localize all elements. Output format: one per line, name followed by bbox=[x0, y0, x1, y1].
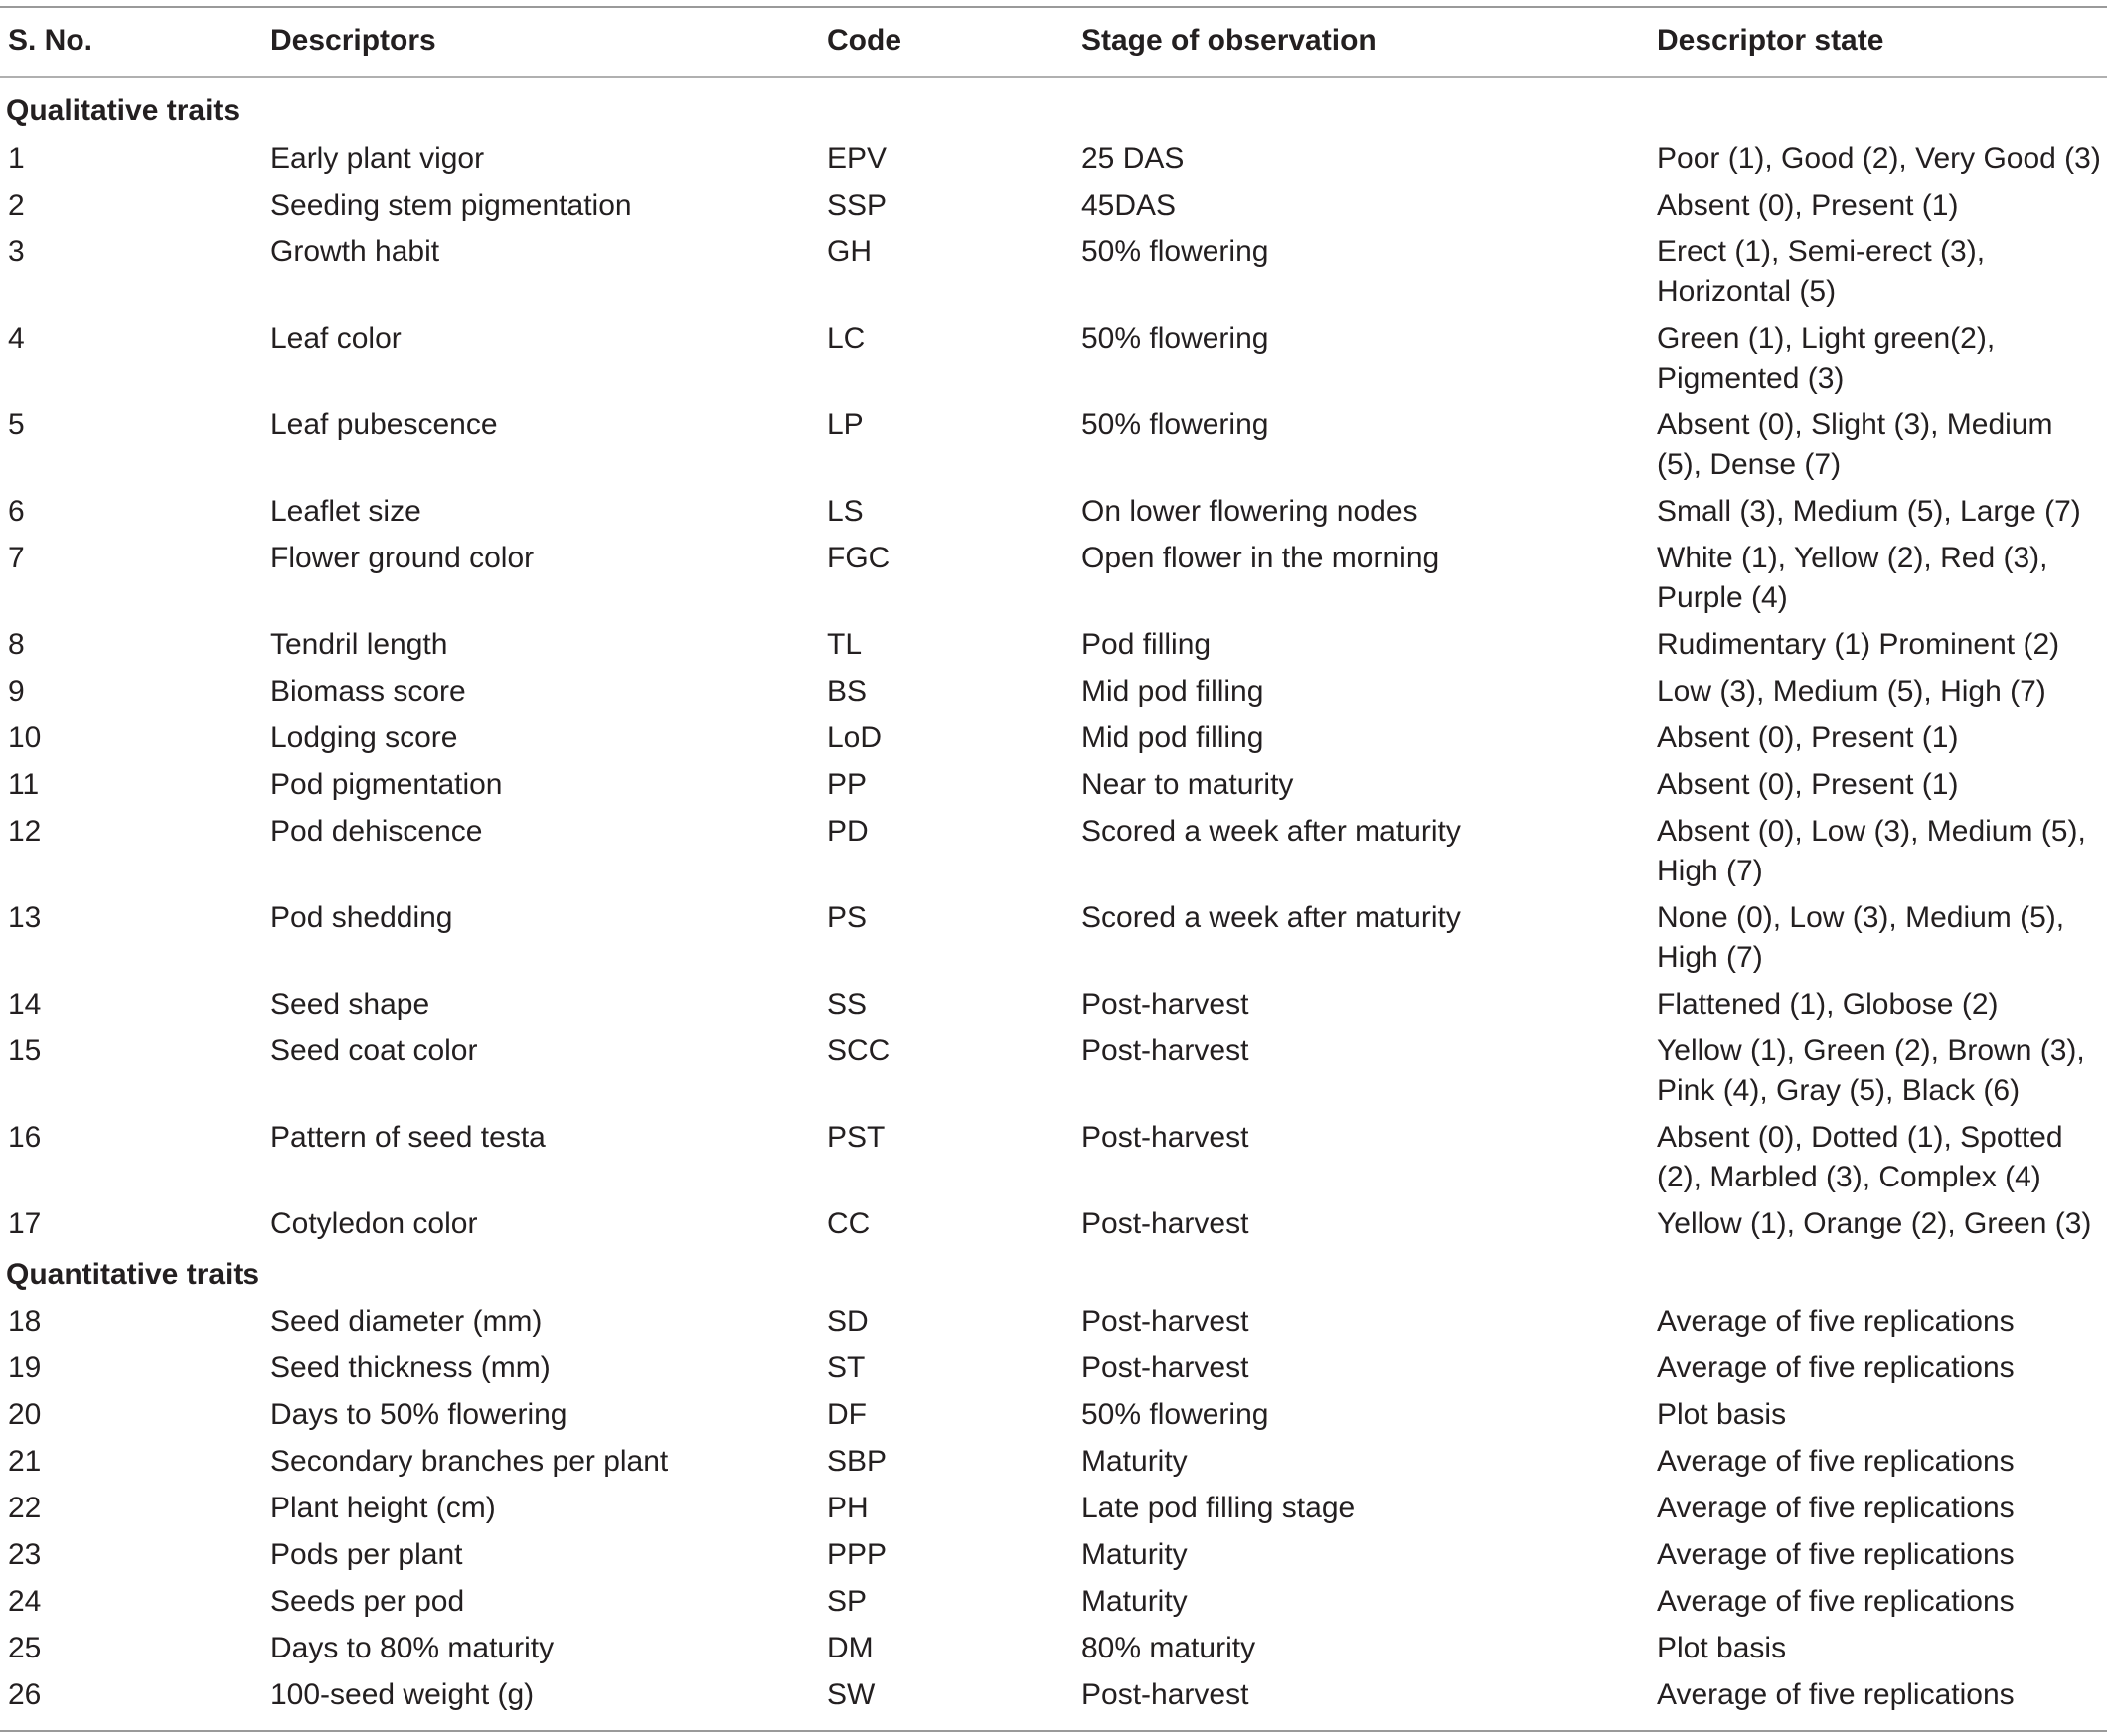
section-heading: Quantitative traits bbox=[6, 1258, 260, 1291]
code-cell: PS bbox=[827, 901, 868, 934]
code-cell: EPV bbox=[827, 142, 888, 175]
code-cell: LC bbox=[827, 322, 866, 355]
descriptor-state-cell: Poor (1), Good (2), Very Good (3) bbox=[1657, 142, 2101, 175]
s-no-cell: 6 bbox=[8, 495, 25, 528]
s-no-cell: 11 bbox=[8, 768, 40, 801]
s-no-cell: 12 bbox=[8, 815, 42, 848]
table-top-rule bbox=[0, 6, 2107, 8]
code-cell: LoD bbox=[827, 721, 883, 754]
descriptor-cell: Early plant vigor bbox=[270, 142, 485, 175]
descriptor-state-cell: Plot basis bbox=[1657, 1398, 1787, 1431]
code-cell: TL bbox=[827, 628, 863, 661]
stage-cell: Near to maturity bbox=[1081, 768, 1294, 801]
s-no-cell: 19 bbox=[8, 1351, 42, 1384]
header-s-no: S. No. bbox=[8, 24, 93, 57]
descriptor-cell: Seed coat color bbox=[270, 1034, 478, 1067]
descriptor-cell: Pods per plant bbox=[270, 1538, 463, 1571]
descriptor-state-cell: Absent (0), Low (3), Medium (5), High (7) bbox=[1657, 815, 2086, 887]
descriptor-state-cell: Average of five replications bbox=[1657, 1445, 2015, 1478]
descriptor-cell: Leaf pubescence bbox=[270, 408, 498, 441]
descriptor-state-cell: White (1), Yellow (2), Red (3), Purple (4) bbox=[1657, 542, 2048, 614]
descriptor-cell: Seed shape bbox=[270, 988, 430, 1021]
descriptor-cell: Seed diameter (mm) bbox=[270, 1305, 543, 1338]
section-heading: Qualitative traits bbox=[6, 94, 241, 127]
stage-cell: 50% flowering bbox=[1081, 1398, 1269, 1431]
s-no-cell: 18 bbox=[8, 1305, 42, 1338]
descriptor-cell: Lodging score bbox=[270, 721, 458, 754]
code-cell: BS bbox=[827, 675, 868, 708]
code-cell: SBP bbox=[827, 1445, 888, 1478]
table-bottom-rule bbox=[0, 1730, 2107, 1732]
s-no-cell: 3 bbox=[8, 236, 25, 268]
code-cell: PPP bbox=[827, 1538, 888, 1571]
s-no-cell: 17 bbox=[8, 1207, 42, 1240]
code-cell: SP bbox=[827, 1585, 868, 1618]
code-cell: DM bbox=[827, 1632, 874, 1664]
s-no-cell: 16 bbox=[8, 1121, 42, 1154]
stage-cell: Maturity bbox=[1081, 1445, 1188, 1478]
descriptor-cell: Pod pigmentation bbox=[270, 768, 503, 801]
code-cell: SD bbox=[827, 1305, 869, 1338]
descriptor-state-cell: Low (3), Medium (5), High (7) bbox=[1657, 675, 2046, 708]
code-cell: ST bbox=[827, 1351, 866, 1384]
descriptor-state-cell: Erect (1), Semi-erect (3), Horizontal (5) bbox=[1657, 236, 1986, 308]
s-no-cell: 5 bbox=[8, 408, 25, 441]
stage-cell: Scored a week after maturity bbox=[1081, 901, 1461, 934]
code-cell: CC bbox=[827, 1207, 871, 1240]
code-cell: PH bbox=[827, 1492, 869, 1524]
stage-cell: Post-harvest bbox=[1081, 1034, 1249, 1067]
s-no-cell: 13 bbox=[8, 901, 42, 934]
code-cell: PD bbox=[827, 815, 869, 848]
descriptor-cell: Seeding stem pigmentation bbox=[270, 189, 632, 222]
descriptor-cell: Seed thickness (mm) bbox=[270, 1351, 551, 1384]
code-cell: PP bbox=[827, 768, 868, 801]
stage-cell: Post-harvest bbox=[1081, 1678, 1249, 1711]
s-no-cell: 2 bbox=[8, 189, 25, 222]
code-cell: DF bbox=[827, 1398, 867, 1431]
stage-cell: Post-harvest bbox=[1081, 988, 1249, 1021]
descriptor-state-cell: Small (3), Medium (5), Large (7) bbox=[1657, 495, 2081, 528]
stage-cell: 45DAS bbox=[1081, 189, 1177, 222]
descriptor-state-cell: Rudimentary (1) Prominent (2) bbox=[1657, 628, 2060, 661]
code-cell: GH bbox=[827, 236, 872, 268]
stage-cell: Open flower in the morning bbox=[1081, 542, 1440, 574]
stage-cell: 50% flowering bbox=[1081, 236, 1269, 268]
code-cell: SSP bbox=[827, 189, 888, 222]
stage-cell: 80% maturity bbox=[1081, 1632, 1256, 1664]
descriptor-state-cell: Average of five replications bbox=[1657, 1538, 2015, 1571]
descriptor-cell: Leaflet size bbox=[270, 495, 421, 528]
s-no-cell: 21 bbox=[8, 1445, 42, 1478]
stage-cell: Mid pod filling bbox=[1081, 721, 1264, 754]
descriptor-cell: Flower ground color bbox=[270, 542, 535, 574]
descriptor-cell: Leaf color bbox=[270, 322, 402, 355]
descriptor-cell: 100-seed weight (g) bbox=[270, 1678, 535, 1711]
s-no-cell: 26 bbox=[8, 1678, 42, 1711]
descriptor-cell: Plant height (cm) bbox=[270, 1492, 496, 1524]
stage-cell: Late pod filling stage bbox=[1081, 1492, 1356, 1524]
descriptor-state-cell: Absent (0), Present (1) bbox=[1657, 768, 1959, 801]
descriptor-state-cell: None (0), Low (3), Medium (5), High (7) bbox=[1657, 901, 2065, 974]
descriptor-state-cell: Absent (0), Slight (3), Medium (5), Dense (7) bbox=[1657, 408, 2053, 481]
stage-cell: 25 DAS bbox=[1081, 142, 1185, 175]
stage-cell: 50% flowering bbox=[1081, 408, 1269, 441]
code-cell: FGC bbox=[827, 542, 891, 574]
descriptor-state-cell: Average of five replications bbox=[1657, 1678, 2015, 1711]
descriptor-state-cell: Average of five replications bbox=[1657, 1305, 2015, 1338]
stage-cell: Pod filling bbox=[1081, 628, 1212, 661]
descriptor-state-cell: Absent (0), Dotted (1), Spotted (2), Marbled (3), Complex (4) bbox=[1657, 1121, 2063, 1193]
s-no-cell: 20 bbox=[8, 1398, 42, 1431]
stage-cell: Maturity bbox=[1081, 1585, 1188, 1618]
code-cell: SS bbox=[827, 988, 868, 1021]
descriptor-cell: Cotyledon color bbox=[270, 1207, 478, 1240]
descriptor-cell: Secondary branches per plant bbox=[270, 1445, 669, 1478]
descriptor-state-cell: Flattened (1), Globose (2) bbox=[1657, 988, 1999, 1021]
code-cell: SW bbox=[827, 1678, 876, 1711]
s-no-cell: 9 bbox=[8, 675, 25, 708]
descriptor-cell: Pod shedding bbox=[270, 901, 453, 934]
code-cell: LP bbox=[827, 408, 864, 441]
descriptor-state-cell: Average of five replications bbox=[1657, 1492, 2015, 1524]
stage-cell: Post-harvest bbox=[1081, 1351, 1249, 1384]
s-no-cell: 22 bbox=[8, 1492, 42, 1524]
stage-cell: 50% flowering bbox=[1081, 322, 1269, 355]
s-no-cell: 25 bbox=[8, 1632, 42, 1664]
s-no-cell: 4 bbox=[8, 322, 25, 355]
s-no-cell: 15 bbox=[8, 1034, 42, 1067]
stage-cell: Maturity bbox=[1081, 1538, 1188, 1571]
s-no-cell: 8 bbox=[8, 628, 25, 661]
descriptor-state-cell: Yellow (1), Orange (2), Green (3) bbox=[1657, 1207, 2092, 1240]
s-no-cell: 7 bbox=[8, 542, 25, 574]
descriptor-cell: Biomass score bbox=[270, 675, 466, 708]
header-descriptors: Descriptors bbox=[270, 24, 436, 57]
header-stage-of-observation: Stage of observation bbox=[1081, 24, 1377, 57]
s-no-cell: 24 bbox=[8, 1585, 42, 1618]
descriptor-cell: Growth habit bbox=[270, 236, 440, 268]
code-cell: PST bbox=[827, 1121, 886, 1154]
descriptor-state-cell: Absent (0), Present (1) bbox=[1657, 189, 1959, 222]
stage-cell: Post-harvest bbox=[1081, 1121, 1249, 1154]
header-code: Code bbox=[827, 24, 901, 57]
descriptor-state-cell: Absent (0), Present (1) bbox=[1657, 721, 1959, 754]
code-cell: SCC bbox=[827, 1034, 891, 1067]
descriptor-cell: Days to 80% maturity bbox=[270, 1632, 555, 1664]
header-rule bbox=[0, 76, 2107, 78]
descriptor-cell: Days to 50% flowering bbox=[270, 1398, 567, 1431]
descriptor-state-cell: Green (1), Light green(2), Pigmented (3) bbox=[1657, 322, 1996, 395]
s-no-cell: 23 bbox=[8, 1538, 42, 1571]
stage-cell: Post-harvest bbox=[1081, 1305, 1249, 1338]
stage-cell: On lower flowering nodes bbox=[1081, 495, 1418, 528]
descriptor-cell: Seeds per pod bbox=[270, 1585, 465, 1618]
stage-cell: Mid pod filling bbox=[1081, 675, 1264, 708]
stage-cell: Scored a week after maturity bbox=[1081, 815, 1461, 848]
descriptor-state-cell: Yellow (1), Green (2), Brown (3), Pink (4), Gray (5), Black (6) bbox=[1657, 1034, 2085, 1107]
descriptor-cell: Pattern of seed testa bbox=[270, 1121, 546, 1154]
descriptor-cell: Tendril length bbox=[270, 628, 448, 661]
s-no-cell: 10 bbox=[8, 721, 42, 754]
descriptor-cell: Pod dehiscence bbox=[270, 815, 483, 848]
descriptor-state-cell: Average of five replications bbox=[1657, 1585, 2015, 1618]
descriptor-state-cell: Plot basis bbox=[1657, 1632, 1787, 1664]
s-no-cell: 14 bbox=[8, 988, 42, 1021]
s-no-cell: 1 bbox=[8, 142, 25, 175]
code-cell: LS bbox=[827, 495, 864, 528]
stage-cell: Post-harvest bbox=[1081, 1207, 1249, 1240]
header-descriptor-state: Descriptor state bbox=[1657, 24, 1884, 57]
descriptor-state-cell: Average of five replications bbox=[1657, 1351, 2015, 1384]
